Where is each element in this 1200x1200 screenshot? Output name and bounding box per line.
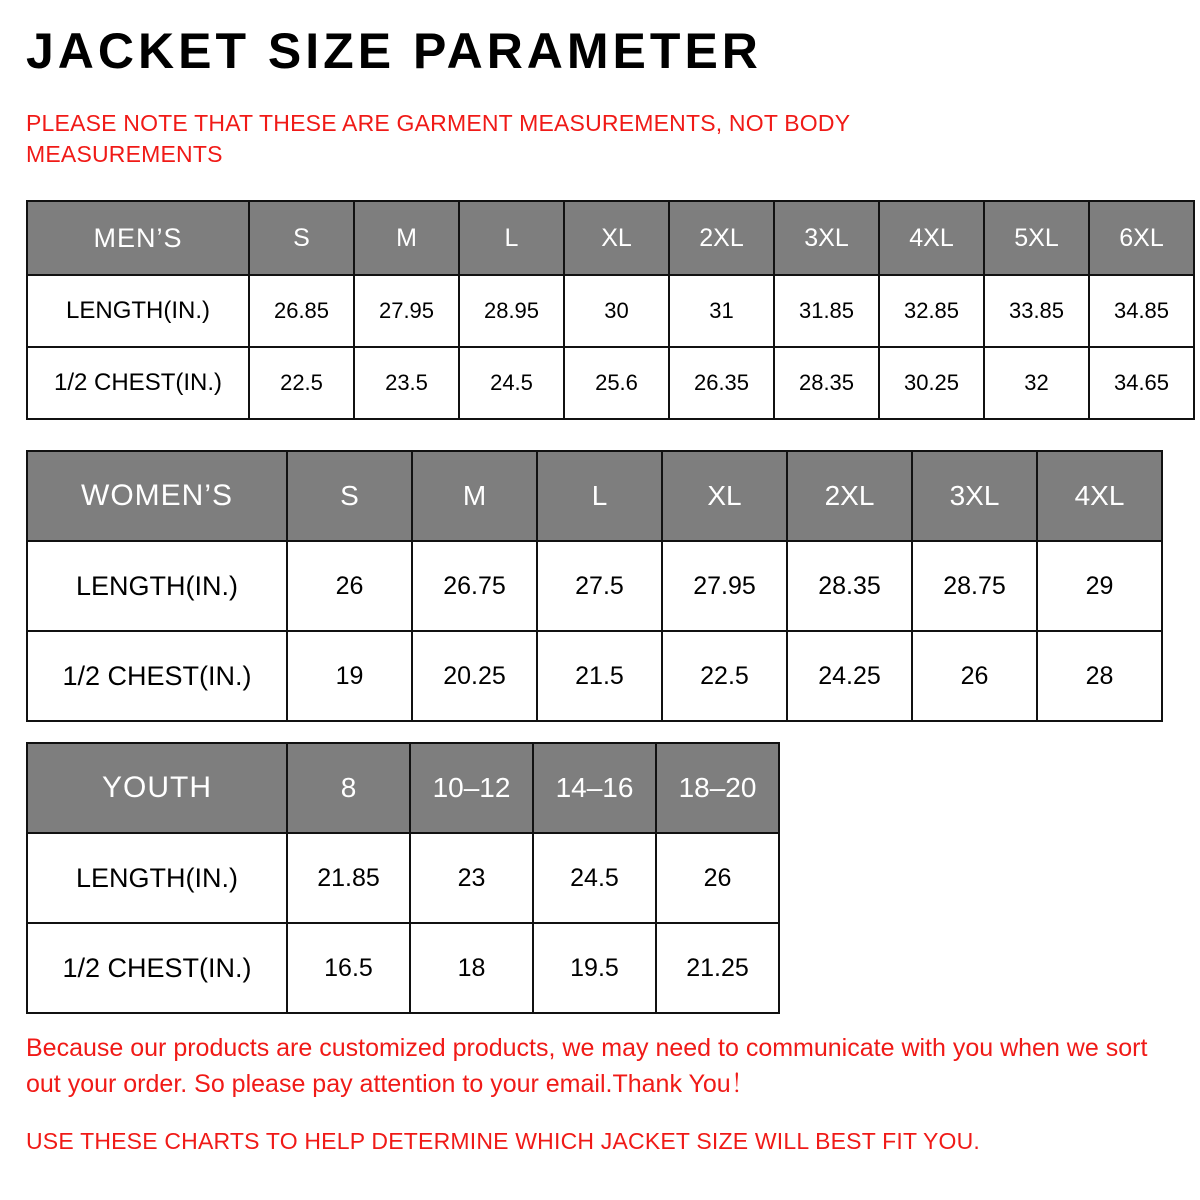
womens-length-label: LENGTH(IN.) xyxy=(27,541,287,631)
mens-chest-2xl: 26.35 xyxy=(669,347,774,419)
youth-size-table xyxy=(26,742,780,1014)
table-row xyxy=(27,631,1162,721)
womens-chest-m: 20.25 xyxy=(412,631,537,721)
womens-size-4xl: 4XL xyxy=(1037,451,1162,541)
youth-length-18-20: 26 xyxy=(656,833,779,923)
womens-table-body xyxy=(27,541,1162,721)
youth-chest-label: 1/2 CHEST(IN.) xyxy=(27,923,287,1013)
mens-length-3xl: 31.85 xyxy=(774,275,879,347)
table-row xyxy=(27,541,1162,631)
garment-measurement-note: PLEASE NOTE THAT THESE ARE GARMENT MEASUREMENTS, NOT BODY MEASUREMENTS xyxy=(26,110,850,168)
womens-length-2xl: 28.35 xyxy=(787,541,912,631)
table-row xyxy=(27,923,779,1013)
womens-header-label: WOMEN’S xyxy=(27,451,287,541)
womens-chest-xl: 22.5 xyxy=(662,631,787,721)
mens-length-label: LENGTH(IN.) xyxy=(27,275,249,347)
youth-size-8: 8 xyxy=(287,743,410,833)
womens-size-2xl: 2XL xyxy=(787,451,912,541)
mens-length-xl: 30 xyxy=(564,275,669,347)
table-row xyxy=(27,743,779,833)
womens-length-xl: 27.95 xyxy=(662,541,787,631)
mens-size-xl: XL xyxy=(564,201,669,275)
mens-size-s: S xyxy=(249,201,354,275)
mens-size-2xl: 2XL xyxy=(669,201,774,275)
mens-size-6xl: 6XL xyxy=(1089,201,1194,275)
womens-size-xl: XL xyxy=(662,451,787,541)
womens-length-s: 26 xyxy=(287,541,412,631)
womens-chest-l: 21.5 xyxy=(537,631,662,721)
youth-length-14-16: 24.5 xyxy=(533,833,656,923)
youth-length-10-12: 23 xyxy=(410,833,533,923)
womens-length-3xl: 28.75 xyxy=(912,541,1037,631)
mens-table-header xyxy=(27,201,1194,275)
mens-size-m: M xyxy=(354,201,459,275)
youth-length-8: 21.85 xyxy=(287,833,410,923)
mens-chest-m: 23.5 xyxy=(354,347,459,419)
womens-chest-3xl: 26 xyxy=(912,631,1037,721)
youth-chest-10-12: 18 xyxy=(410,923,533,1013)
mens-length-5xl: 33.85 xyxy=(984,275,1089,347)
mens-chest-4xl: 30.25 xyxy=(879,347,984,419)
youth-size-18-20: 18–20 xyxy=(656,743,779,833)
mens-chest-5xl: 32 xyxy=(984,347,1089,419)
womens-length-4xl: 29 xyxy=(1037,541,1162,631)
womens-size-table xyxy=(26,450,1163,722)
table-row xyxy=(27,275,1194,347)
womens-chest-4xl: 28 xyxy=(1037,631,1162,721)
mens-length-l: 28.95 xyxy=(459,275,564,347)
mens-length-s: 26.85 xyxy=(249,275,354,347)
mens-chest-label: 1/2 CHEST(IN.) xyxy=(27,347,249,419)
womens-chest-2xl: 24.25 xyxy=(787,631,912,721)
womens-size-m: M xyxy=(412,451,537,541)
mens-length-6xl: 34.85 xyxy=(1089,275,1194,347)
mens-chest-l: 24.5 xyxy=(459,347,564,419)
youth-chest-8: 16.5 xyxy=(287,923,410,1013)
mens-length-4xl: 32.85 xyxy=(879,275,984,347)
womens-size-l: L xyxy=(537,451,662,541)
mens-chest-s: 22.5 xyxy=(249,347,354,419)
mens-size-4xl: 4XL xyxy=(879,201,984,275)
customization-note: Because our products are customized products, we may need to communicate with you when we sort out your order. So please pay attention to your email.Thank You！ xyxy=(26,1034,1148,1099)
youth-header-label: YOUTH xyxy=(27,743,287,833)
table-row xyxy=(27,451,1162,541)
womens-chest-label: 1/2 CHEST(IN.) xyxy=(27,631,287,721)
womens-chest-s: 19 xyxy=(287,631,412,721)
mens-length-2xl: 31 xyxy=(669,275,774,347)
youth-size-14-16: 14–16 xyxy=(533,743,656,833)
womens-size-3xl: 3XL xyxy=(912,451,1037,541)
table-row xyxy=(27,347,1194,419)
womens-table-header xyxy=(27,451,1162,541)
table-row xyxy=(27,201,1194,275)
mens-chest-3xl: 28.35 xyxy=(774,347,879,419)
youth-table-header xyxy=(27,743,779,833)
youth-chest-14-16: 19.5 xyxy=(533,923,656,1013)
page-title: JACKET SIZE PARAMETER xyxy=(26,23,762,79)
mens-table-body xyxy=(27,275,1194,419)
mens-length-m: 27.95 xyxy=(354,275,459,347)
mens-chest-6xl: 34.65 xyxy=(1089,347,1194,419)
mens-size-l: L xyxy=(459,201,564,275)
table-row xyxy=(27,833,779,923)
mens-size-3xl: 3XL xyxy=(774,201,879,275)
youth-size-10-12: 10–12 xyxy=(410,743,533,833)
mens-chest-xl: 25.6 xyxy=(564,347,669,419)
womens-length-m: 26.75 xyxy=(412,541,537,631)
chart-usage-note: USE THESE CHARTS TO HELP DETERMINE WHICH JACKET SIZE WILL BEST FIT YOU. xyxy=(26,1128,980,1154)
youth-table-body xyxy=(27,833,779,1013)
youth-chest-18-20: 21.25 xyxy=(656,923,779,1013)
mens-size-5xl: 5XL xyxy=(984,201,1089,275)
womens-size-s: S xyxy=(287,451,412,541)
womens-length-l: 27.5 xyxy=(537,541,662,631)
mens-header-label: MEN’S xyxy=(27,201,249,275)
mens-size-table xyxy=(26,200,1195,420)
youth-length-label: LENGTH(IN.) xyxy=(27,833,287,923)
